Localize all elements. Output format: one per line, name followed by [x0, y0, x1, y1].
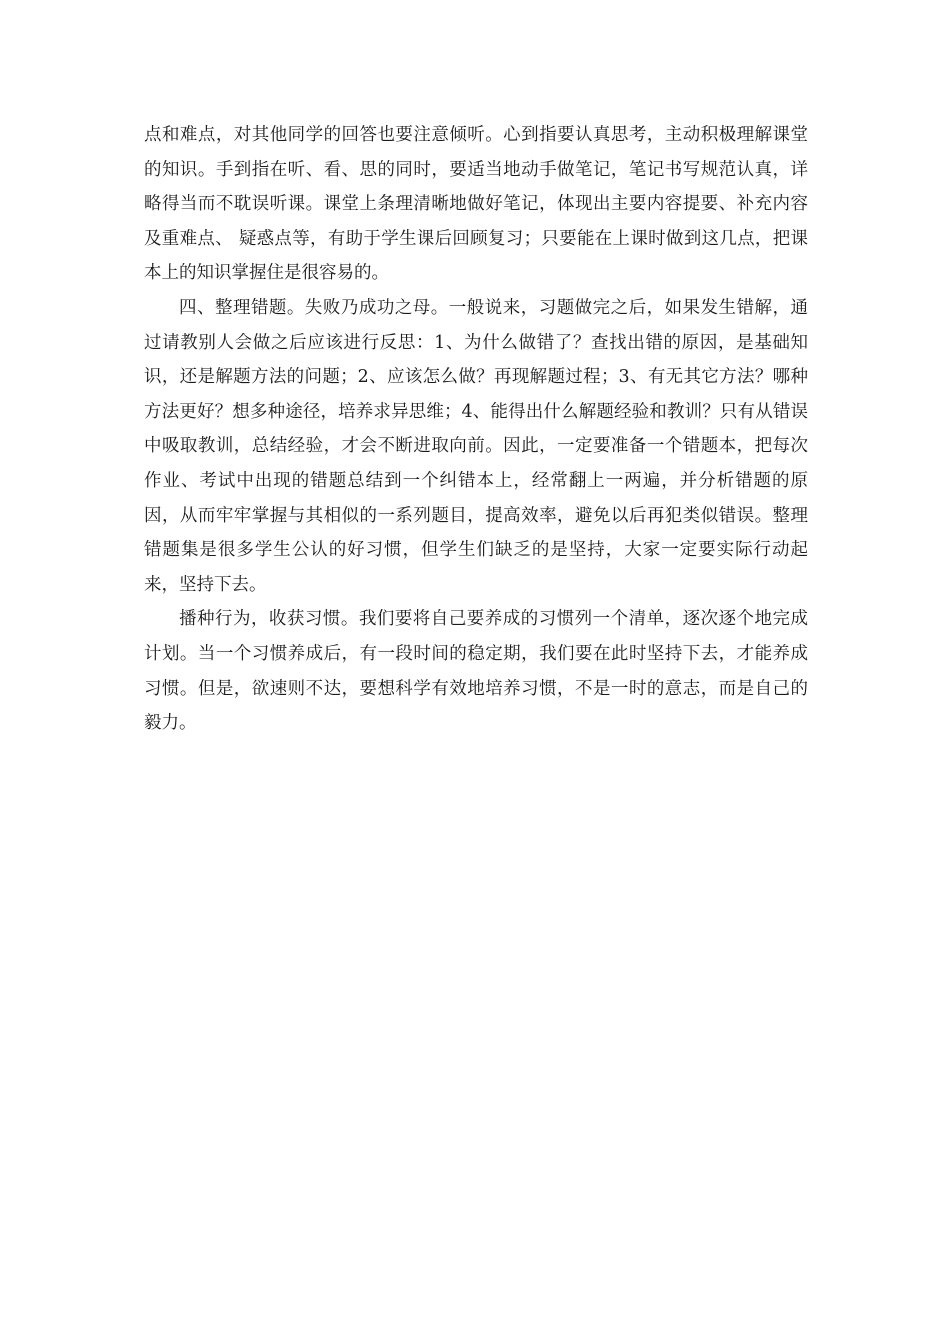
paragraph-3-habit-building: 播种行为，收获习惯。我们要将自己要养成的习惯列一个清单，逐次逐个地完成计划。当一个习惯养成后，有一段时间的稳定期，我们要在此时坚持下去，才能养成习惯。但是，欲速则不达，要想科学有效地培养习惯，不是一时的意志，而是自己的毅力。 [144, 609, 808, 734]
document-body [144, 118, 808, 741]
paragraph-1: 点和难点，对其他同学的回答也要注意倾听。心到指要认真思考，主动积极理解课堂的知识。手到指在听、看、思的同时，要适当地动手做笔记，笔记书写规范认真，详略得当而不耽误听课。课堂上条理清晰地做好笔记，体现出主要内容提要、补充内容及重难点、 疑惑点等，有助于学生课后回顾复习；只要能在上课时做到这几点，把课本上的知识掌握住是很容易的。 [144, 125, 808, 284]
paragraph-2-error-review: 四、整理错题。失败乃成功之母。一般说来，习题做完之后，如果发生错解，通过请教别人会做之后应该进行反思：1、为什么做错了？查找出错的原因，是基础知识，还是解题方法的问题；2、应该怎么做？再现解题过程；3、有无其它方法？哪种方法更好？想多种途径，培养求异思维；4、能得出什么解题经验和教训？只有从错误中吸取教训，总结经验，才会不断进取向前。因此，一定要准备一个错题本，把每次作业、考试中出现的错题总结到一个纠错本上，经常翻上一两遍，并分析错题的原因，从而牢牢掌握与其相似的一系列题目，提高效率，避免以后再犯类似错误。整理错题集是很多学生公认的好习惯，但学生们缺乏的是坚持，大家一定要实际行动起来，坚持下去。 [144, 297, 808, 595]
